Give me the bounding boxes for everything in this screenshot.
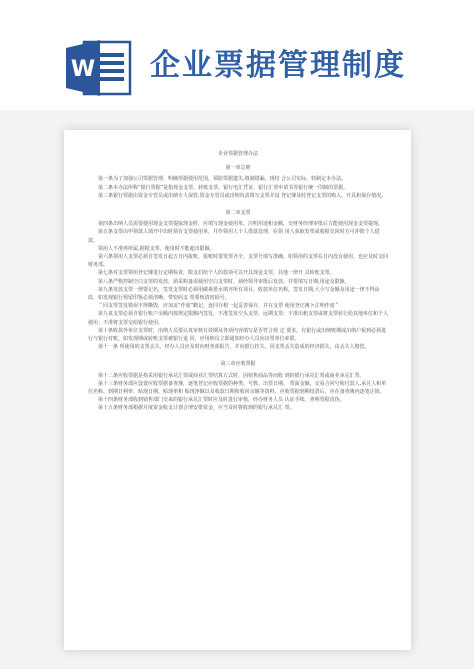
paragraph: 第四条出纳人员需要使用现金支票提取现金时，应填写现金使用单，注明用途和金额，交财务经理审批后方能使用现金支票提现。 [98, 221, 384, 228]
word-logo-letter: W [70, 57, 96, 82]
chapter-heading-1: 第一章总则 [225, 165, 251, 172]
document-page [64, 130, 411, 650]
paragraph: 第十五条财务部根据月度资金收支计划合理安排资金，应当及时将收到的银行承兑汇 票。 [98, 405, 295, 412]
paragraph: 第六条领用人支票必须自签发日起五日内报账，报账时要发票齐全，支票号填写准确，如领用的支票在日内没有使用，也应及时交回财务部。 [88, 254, 389, 269]
paragraph: 第三条银行票据由资金专管员或出纳专人保管,资金专管员或出纳负责填写支票并设 登记簿及时登记支票的购入、开具和保存情况。 [98, 192, 387, 199]
paragraph: 第十条收款外单位支票时，出纳人员要认真审核有效期及各项内容填写是否符合规 定 要求，有银行或出纳账期或出纳户报到必须进行与银行对账，如发现期或转账支票被银行退 回，应用纳员立即通知经办人员向出票单位索联。 [88, 327, 387, 343]
paragraph: 第九条发放支票一律要记名，签发支票时必须用碳素墨水填齐所有项目，收款单位名称，签发日期,大小写金额及用途一律不得涂改，如发现银行预留印鉴必须清晰，带密码支 票要核清密码号。 [88, 286, 380, 302]
paragraph: 第一条为了加强公司票据管理，明确票据使用范围，预防票据遗失,填制错漏，现结 合公司实际，特制定本办法。 [98, 176, 347, 183]
paragraph: 第二条本办法所称“银行票据”是指现金支票、转账支票、银行电汇凭证、银行汇票申请书等银行统一印制的票据。 [98, 184, 349, 191]
paragraph: 第九桌支票必须自银行账户余额内按规定限额内签发，不准签发空头支票，远期支票；不准出租支票或将支票转让给其他单位和个人使用；不准将支票交给银行使用。 [88, 311, 389, 326]
paragraph: 第十二条应收票据是指采用银行承兑汇票或商业汇票结算方式时，因销售商品等而收 到的银行承兑汇票或商业承兑汇票。 [98, 372, 365, 379]
paragraph: 第十一条 所使用的支票丢失，经办人员应及时向财务部报告，并向银行挂失，因支票丢失造成的经济损失，由丢失人赔偿。 [98, 344, 370, 351]
chapter-heading-3: 第三章应收票据 [220, 361, 256, 368]
paragraph: 第八条严格控制空白支票的发放，须采购备需使用空白支票时，须经领导审批后发放，并要填写日期,用途及限额。 [98, 278, 350, 285]
paragraph: 领用人不准再所属,据据支票，使用时不能超出限额。 [98, 245, 215, 252]
paragraph: ＂回支票签发错误不得撕毁，应加盖“作废”戳记，连同存根一起妥善保存，并在支票 使用登记簿卜注明作废＂ [98, 303, 340, 310]
paragraph: 第七条对支票领用登记簿进行定期检查，限支们给个人的款项可以开具现金支票，其他一律开 具转账支票。 [98, 270, 335, 277]
title-banner [0, 0, 474, 110]
document-body [88, 150, 388, 413]
chapter-heading-2: 第二章支票 [225, 210, 251, 217]
paragraph: 第十三条财务部应设置应收票据备查簿，逐笔登记应收票据的种类、号数、出票日期、 票面金额、交易合同号和付款人,承兑人和单位名称、到期日利率、贴现日期、贴现率和 贴现净额以及收款日期和收回余额等资料，应收票据到期结清后，应在备查簿内逐笔注销。 [88, 380, 387, 396]
banner-title: 企业票据管理制度 [150, 48, 406, 83]
paragraph: 第十四条财务部收到销售部门交来的银行承兑汇票时应及时进行审核，经办财务人员 认证手续，查明票据真伪。 [98, 397, 345, 404]
paragraph: 第五条支票由申领款人填开中出时须有支票使用单，并作领用人个人借款处理，在领 用人获取发票或收据交回时方可冲销个人借款。 [88, 229, 380, 244]
word-document-icon [66, 40, 132, 96]
document-title: 企业票据管理办法 [217, 151, 258, 157]
